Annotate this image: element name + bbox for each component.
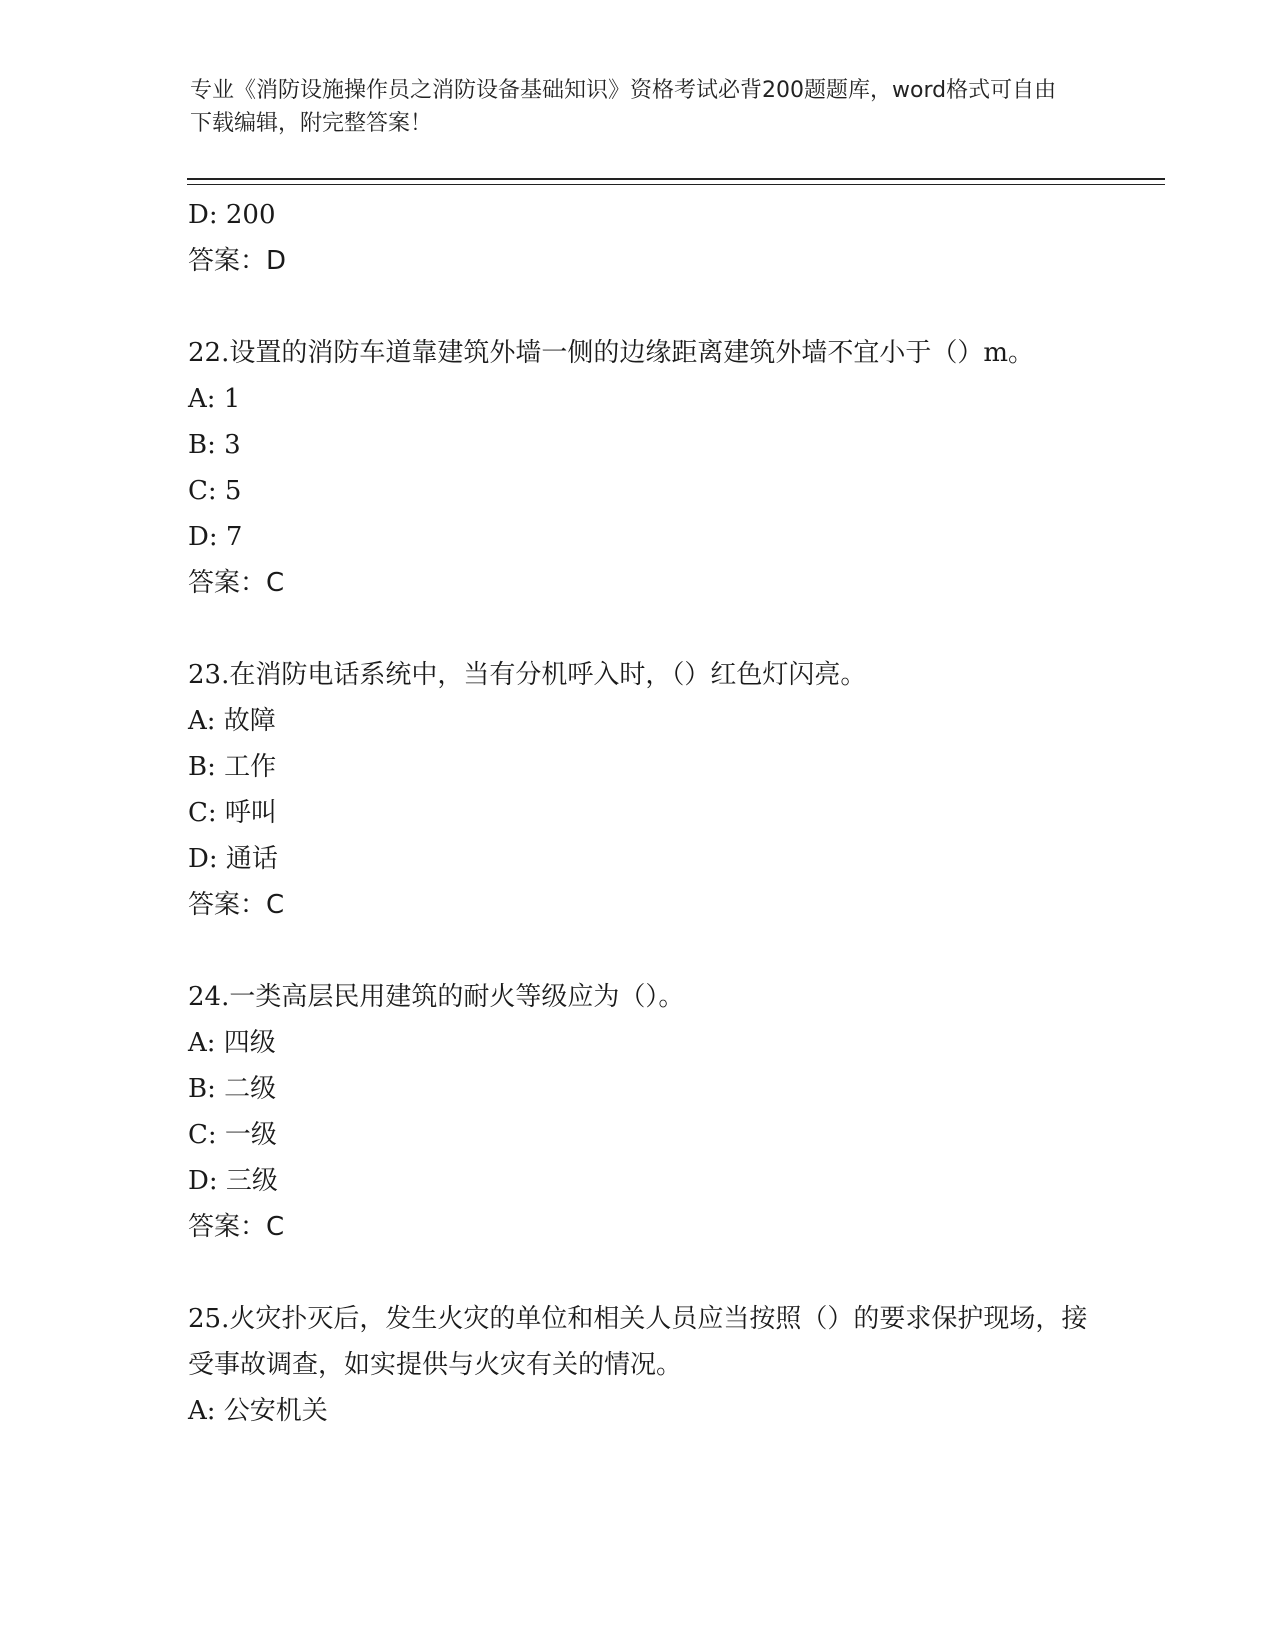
spacer [188,928,1088,974]
header-divider-thick [187,178,1165,180]
header-divider-thin [187,184,1165,185]
option-b: B: 工作 [188,752,277,782]
option-a: A: 公安机关 [188,1396,328,1426]
spacer [188,606,1088,652]
answer-line: 答案：C [188,568,285,598]
option-a: A: 四级 [188,1028,276,1058]
question-block [188,1296,1088,1434]
question-stem: 22.设置的消防车道靠建筑外墙一侧的边缘距离建筑外墙不宜小于（）m。 [188,338,1035,368]
option-d: D: 200 [188,200,276,230]
answer-line: 答案：C [188,890,285,920]
option-c: C: 5 [188,476,242,506]
question-stem: 24.一类高层民用建筑的耐火等级应为（）。 [188,982,685,1012]
answer-line: 答案：C [188,1212,285,1242]
question-block [188,330,1088,606]
option-c: C: 呼叫 [188,798,277,828]
answer-line: 答案：D [188,246,287,276]
option-b: B: 3 [188,430,241,460]
question-block [188,974,1088,1250]
option-a: A: 故障 [188,706,276,736]
question-block [188,652,1088,928]
question-stem: 23.在消防电话系统中，当有分机呼入时，（）红色灯闪亮。 [188,660,867,690]
option-b: B: 二级 [188,1074,277,1104]
question-stem: 25.火灾扑灭后，发生火灾的单位和相关人员应当按照（）的要求保护现场，接受事故调查，如实提供与火灾有关的情况。 [188,1304,1088,1380]
option-d: D: 三级 [188,1166,278,1196]
spacer [188,284,1088,330]
option-c: C: 一级 [188,1120,277,1150]
option-d: D: 7 [188,522,243,552]
document-header: 专业《消防设施操作员之消防设备基础知识》资格考试必背200题题库，word格式可自由下载编辑，附完整答案！ [190,78,1057,136]
option-a: A: 1 [188,384,241,414]
spacer [188,1250,1088,1296]
document-body [188,192,1088,1434]
option-d: D: 通话 [188,844,278,874]
